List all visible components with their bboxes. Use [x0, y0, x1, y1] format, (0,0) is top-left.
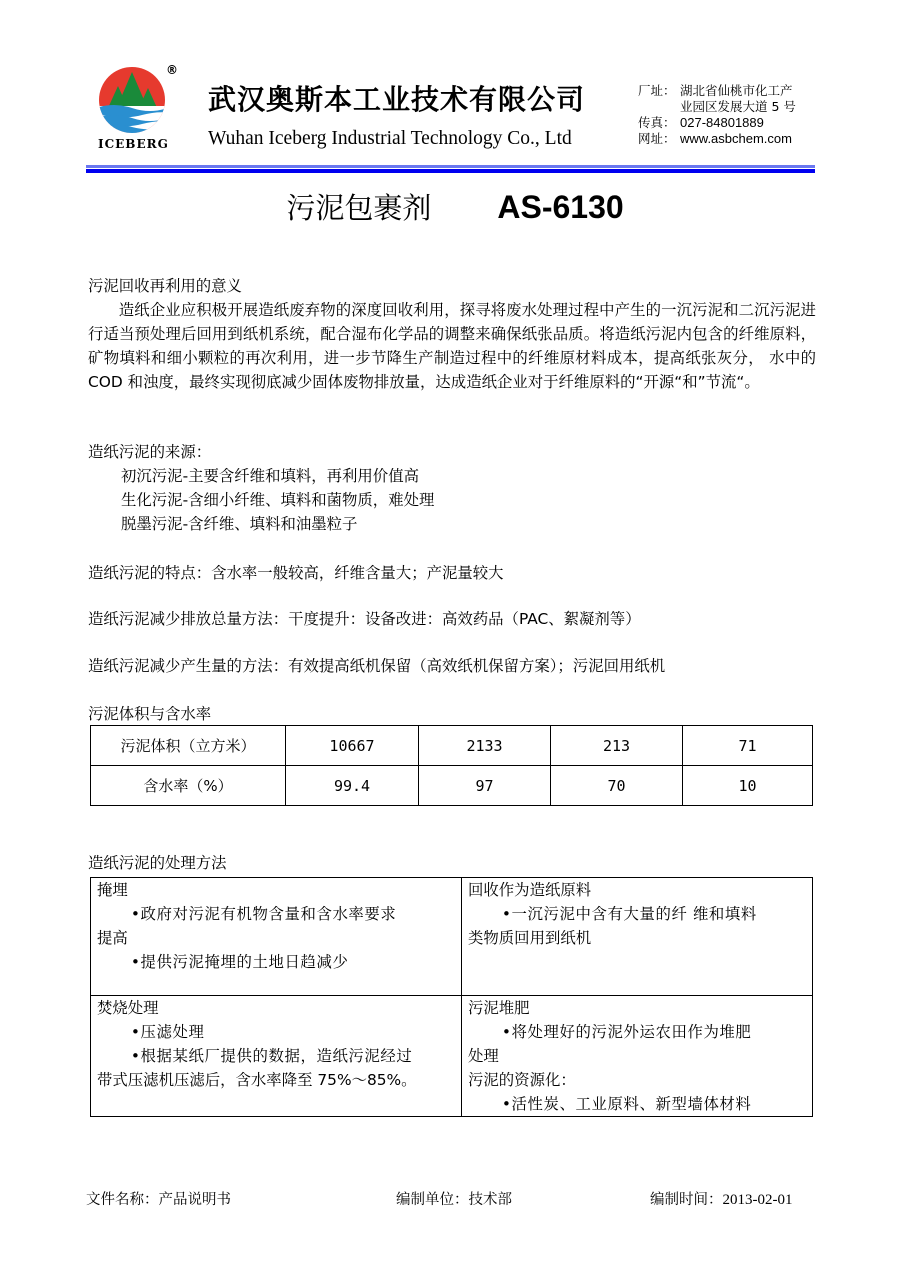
method-bullet: •将处理好的污泥外运农田作为堆肥 — [501, 1023, 752, 1041]
method-bullet-cont: 提高 — [97, 929, 128, 947]
table-cell: 97 — [419, 766, 551, 806]
document-title — [0, 186, 900, 227]
svg-text:®: ® — [166, 63, 178, 77]
method-cell-recycle — [462, 878, 813, 996]
address-row — [638, 83, 796, 99]
footer-time-label: 编制时间： — [650, 1192, 723, 1208]
footer-unit: 编制单位：技术部 — [396, 1192, 512, 1208]
product-code: AS-6130 — [497, 189, 624, 225]
methods-table-caption: 造纸污泥的处理方法 — [88, 854, 227, 872]
table-cell: 70 — [551, 766, 683, 806]
address-label: 厂址： — [638, 83, 676, 98]
footer-date: 2013-02-01 — [722, 1192, 793, 1208]
fax-label: 传真： — [638, 115, 676, 130]
method-bullet: •根据某纸厂提供的数据，造纸污泥经过 — [130, 1047, 413, 1065]
table-row — [91, 878, 813, 996]
section-heading: 造纸污泥的来源： — [88, 443, 212, 461]
list-item: 生化污泥-含细小纤维、填料和菌物质，难处理 — [121, 491, 435, 509]
method-bullet-cont: 类物质回用到纸机 — [468, 929, 592, 947]
address-row-2 — [638, 99, 796, 115]
section-heading: 污泥回收再利用的意义 — [88, 277, 242, 295]
address-line2: 业园区发展大道 5 号 — [680, 99, 796, 114]
method-title: 焚烧处理 — [97, 999, 159, 1017]
table-cell: 10 — [683, 766, 813, 806]
volume-table — [90, 725, 813, 806]
method-cell-incineration — [91, 996, 462, 1117]
header-rule-light — [86, 165, 815, 168]
volume-table-caption: 污泥体积与含水率 — [88, 705, 212, 723]
company-logo — [96, 62, 178, 154]
contact-block — [638, 83, 796, 147]
company-name-en: Wuhan Iceberg Industrial Technology Co., Ltd — [208, 128, 572, 149]
address-line1: 湖北省仙桃市化工产 — [680, 83, 793, 98]
method-cell-compost — [462, 996, 813, 1117]
row-header: 含水率（%） — [91, 766, 286, 806]
method-title: 掩埋 — [97, 881, 128, 899]
method-bullet-cont: 处理 — [468, 1047, 499, 1065]
methods-table — [90, 877, 813, 1117]
table-cell: 213 — [551, 726, 683, 766]
table-cell: 99.4 — [286, 766, 419, 806]
table-cell: 10667 — [286, 726, 419, 766]
table-cell: 2133 — [419, 726, 551, 766]
method-bullet: •政府对污泥有机物含量和含水率要求 — [130, 905, 397, 923]
method-bullet-cont: 带式压滤机压滤后，含水率降至 75%～85%。 — [97, 1071, 417, 1089]
header-rule-dark — [86, 169, 815, 173]
method-subtitle: 污泥的资源化： — [468, 1071, 576, 1089]
method-bullet: •提供污泥掩埋的土地日趋减少 — [130, 953, 349, 971]
significance-paragraph: 造纸企业应积极开展造纸废弃物的深度回收利用，探寻将废水处理过程中产生的一沉污泥和二沉污泥进行适当预处理后回用到纸机系统，配合湿布化学品的调整来确保纸张品质。将造纸污泥内包含的纤维原料，矿物填料和细小颗粒的再次利用，进一步节降生产制造过程中的纤维原材料成本，提高纸张灰分， 水中的 COD 和浊度，最终实现彻底减少固体废物排放量，达成造纸企业对于纤维原料的“开源“和”节流“。 — [88, 301, 816, 391]
table-row — [91, 766, 813, 806]
method-cell-landfill — [91, 878, 462, 996]
section-significance — [88, 274, 818, 394]
method-title: 污泥堆肥 — [468, 999, 530, 1017]
fax-value: 027-84801889 — [680, 115, 764, 130]
table-cell: 71 — [683, 726, 813, 766]
website-link[interactable]: www.asbchem.com — [680, 131, 792, 146]
website-label: 网址： — [638, 131, 676, 146]
method-bullet: •活性炭、工业原料、新型墙体材料 — [501, 1095, 752, 1113]
table-row — [91, 726, 813, 766]
section-reduce-discharge: 造纸污泥减少排放总量方法：干度提升：设备改进：高效药品（PAC、絮凝剂等） — [88, 610, 641, 628]
footer-time — [650, 1188, 793, 1209]
method-bullet: •压滤处理 — [130, 1023, 205, 1041]
list-item: 初沉污泥-主要含纤维和填料，再利用价值高 — [121, 467, 419, 485]
list-item: 脱墨污泥-含纤维、填料和油墨粒子 — [121, 515, 358, 533]
method-title: 回收作为造纸原料 — [468, 881, 592, 899]
section-features: 造纸污泥的特点：含水率一般较高，纤维含量大；产泥量较大 — [88, 564, 504, 582]
website-row — [638, 131, 796, 147]
fax-row — [638, 115, 796, 131]
section-sources — [88, 440, 434, 536]
method-bullet: •一沉污泥中含有大量的纤 维和填料 — [501, 905, 757, 923]
footer-document-name: 文件名称：产品说明书 — [86, 1192, 231, 1208]
table-row — [91, 996, 813, 1117]
row-header: 污泥体积（立方米） — [91, 726, 286, 766]
section-reduce-production: 造纸污泥减少产生量的方法：有效提高纸机保留（高效纸机保留方案）；污泥回用纸机 — [88, 657, 666, 675]
company-name-cn: 武汉奥斯本工业技术有限公司 — [208, 83, 586, 116]
logo-wordmark: ICEBERG — [98, 137, 169, 151]
product-name: 污泥包裹剂 — [286, 191, 432, 225]
